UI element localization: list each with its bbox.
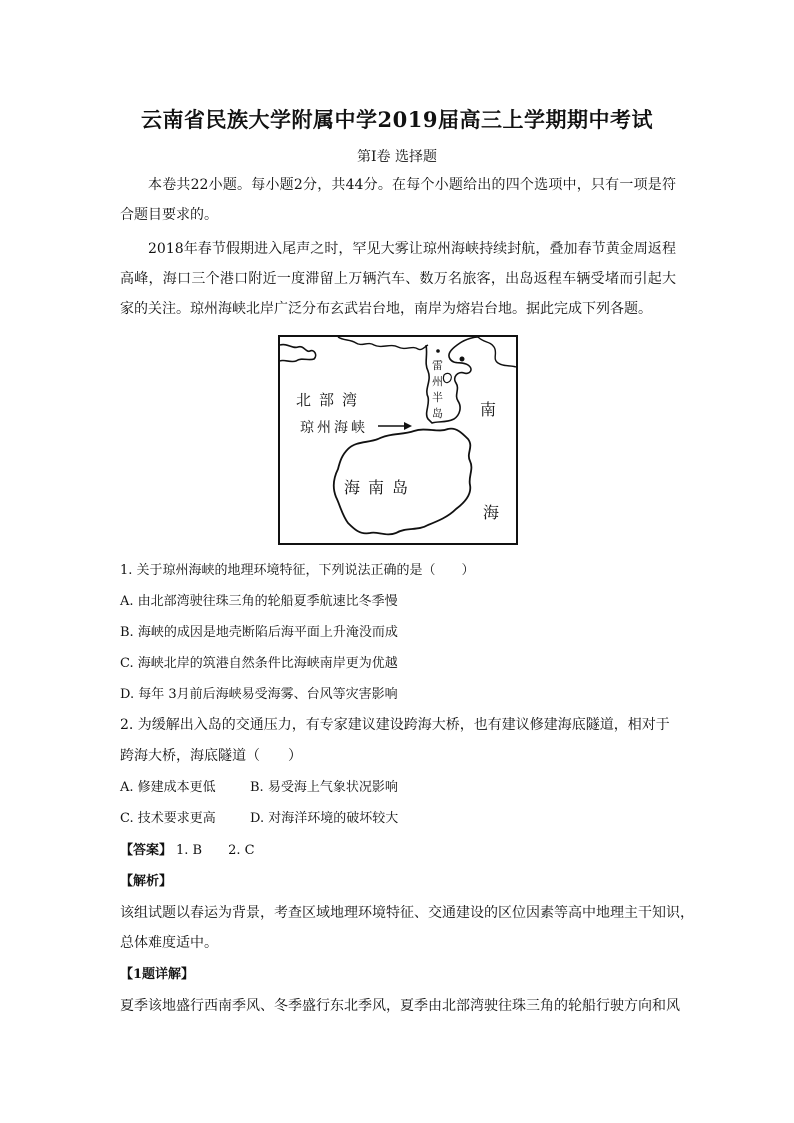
- islet: [460, 357, 465, 362]
- map-label-peninsula-3: 半: [432, 391, 443, 404]
- analysis-label: 【解析】: [120, 874, 173, 889]
- answer-1: 1. B: [176, 843, 203, 858]
- map-label-peninsula-2: 州: [432, 375, 443, 388]
- instructions-paragraph: 本卷共22小题。每小题2分，共44分。在每个小题给出的四个选项中，只有一项是符合题目要求的。: [120, 177, 676, 223]
- analysis-line-1: 该组试题以春运为背景，考查区域地理环境特征、交通建设的区位因素等高中地理主干知识，: [120, 905, 694, 921]
- question-2-options-ab: [120, 776, 398, 795]
- map-label-beibu-bay: 北部湾: [296, 391, 366, 409]
- map-label-peninsula-4: 岛: [432, 407, 443, 420]
- answer-2: 2. C: [228, 843, 255, 858]
- question-2-stem-line-1: 2. 为缓解出入岛的交通压力，有专家建议建设跨海大桥，也有建议修建海底隧道，相对于: [120, 717, 670, 733]
- question-2-option-b: B. 易受海上气象状况影响: [250, 780, 398, 795]
- map-label-south: 南: [480, 400, 497, 419]
- mainland-coast: [280, 345, 316, 362]
- map-label-hainan-island: 海南岛: [344, 478, 417, 497]
- passage-paragraph: 2018年春节假期进入尾声之时，罕见大雾让琼州海峡持续封航，叠加春节黄金周返程高峰，海口三个港口附近一度滞留上万辆汽车、数万名旅客，出岛返程车辆受堵而引起大家的关注。琼州海峡北岸广泛分布玄武岩台地，南岸为熔岩台地。据此完成下列各题。: [120, 241, 676, 317]
- peninsula-inlet: [443, 373, 451, 382]
- question-2-option-d: D. 对海洋环境的破坏较大: [250, 811, 399, 826]
- question-1-option-d: D. 每年 3月前后海峡易受海雾、台风等灾害影响: [120, 687, 398, 702]
- analysis-line-2: 总体难度适中。: [120, 935, 218, 951]
- map-frame: [279, 336, 517, 544]
- detail-1-label: 【1题详解】: [120, 967, 195, 982]
- question-1-option-b: B. 海峡的成因是地壳断陷后海平面上升淹没而成: [120, 625, 398, 640]
- map-label-sea: 海: [483, 503, 500, 522]
- map-label-peninsula-1: 雷: [432, 359, 443, 372]
- answer-label: 【答案】: [120, 843, 173, 858]
- answer-line: [120, 839, 255, 858]
- detail-1-line-1: 夏季该地盛行西南季风、冬季盛行东北季风，夏季由北部湾驶往珠三角的轮船行驶方向和风: [120, 998, 680, 1014]
- question-1-option-a: A. 由北部湾驶往珠三角的轮船夏季航速比冬季慢: [120, 594, 398, 609]
- qiongzhou-strait-map: [278, 335, 518, 545]
- question-2-option-a: A. 修建成本更低: [120, 780, 216, 795]
- section-heading: 第Ⅰ卷 选择题: [357, 149, 437, 165]
- peninsula-east-coast: [478, 337, 516, 367]
- mainland-coast-top: [338, 337, 428, 350]
- question-2-options-cd: [120, 807, 399, 826]
- question-1-option-c: C. 海峡北岸的筑港自然条件比海峡南岸更为优越: [120, 656, 398, 671]
- question-2-option-c: C. 技术要求更高: [120, 811, 216, 826]
- question-2-stem-line-2: 跨海大桥，海底隧道（ ）: [120, 748, 302, 764]
- document-title: 云南省民族大学附属中学2019届高三上学期期中考试: [141, 107, 653, 132]
- map-label-qiongzhou-strait: 琼州海峡: [300, 420, 368, 436]
- question-1-stem: 1. 关于琼州海峡的地理环境特征，下列说法正确的是（ ）: [120, 563, 475, 578]
- islet: [436, 349, 440, 353]
- strait-arrowhead: [404, 422, 412, 430]
